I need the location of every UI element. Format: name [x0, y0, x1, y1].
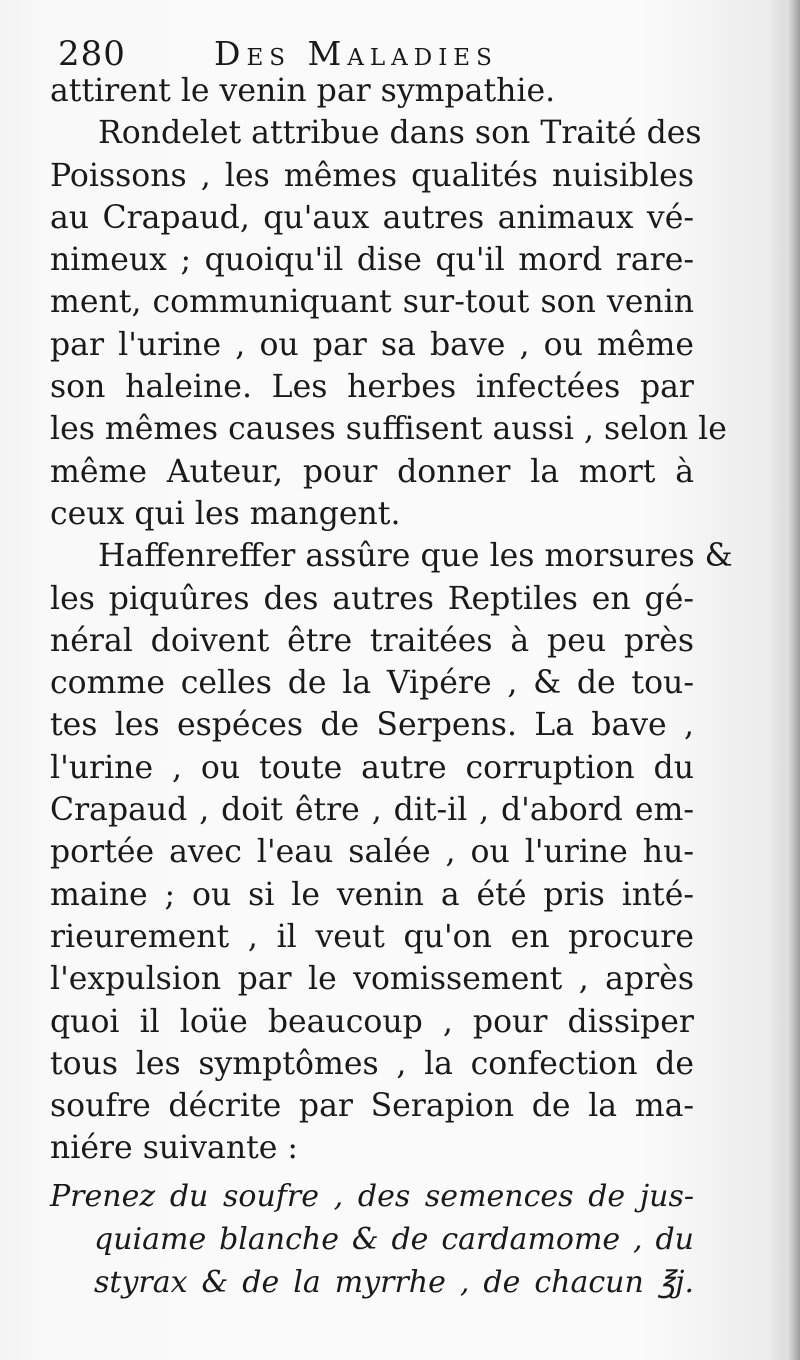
text-line: quoi il loüe beaucoup , pour dissiper [50, 1003, 694, 1040]
page-number: 280 [58, 34, 126, 74]
text-line: tous les symptômes , la confection de [50, 1045, 694, 1082]
text-line: Rondelet attribue dans son Traité des [98, 115, 702, 152]
text-line: niére suivante : [50, 1130, 299, 1167]
body-text [50, 70, 733, 1170]
text-line: son haleine. Les herbes infectées par [50, 369, 694, 406]
recipe-block [50, 1175, 694, 1304]
text-line: les piquûres des autres Reptiles en gé- [50, 580, 694, 617]
text-line: même Auteur, pour donner la mort à [50, 453, 694, 490]
text-line: maine ; ou si le venin a été pris inté- [50, 876, 694, 913]
text-line: portée avec l'eau salée , ou l'urine hu- [50, 834, 694, 871]
text-line: soufre décrite par Serapion de la ma- [50, 1088, 694, 1125]
text-line: comme celles de la Vipére , & de tou- [50, 665, 694, 702]
page-edge [786, 0, 800, 1360]
recipe-line: quiame blanche & de cardamome , du [94, 1222, 694, 1257]
recipe-line: Prenez du soufre , des semences de jus- [50, 1179, 694, 1214]
text-line: ceux qui les mangent. [50, 495, 401, 532]
text-line: ment, communiquant sur-tout son venin [50, 284, 694, 321]
text-line: l'urine , ou toute autre corruption du [50, 749, 694, 786]
text-line: l'expulsion par le vomissement , après [50, 961, 694, 998]
text-line: néral doivent être traitées à peu près [50, 622, 694, 659]
text-line: par l'urine , ou par sa bave , ou même [50, 326, 694, 363]
running-head: Des Maladies [214, 34, 498, 73]
paragraph-3 [50, 535, 733, 1169]
text-line: nimeux ; quoiqu'il dise qu'il mord rare- [50, 242, 694, 279]
text-line: au Crapaud, qu'aux autres animaux vé- [50, 199, 694, 236]
text-line: Haffenreffer assûre que les morsures & [98, 538, 733, 575]
recipe-line: styrax & de la myrrhe , de chacun ℥j. [94, 1265, 694, 1300]
text-line: les mêmes causes suffisent aussi , selon le [50, 411, 727, 448]
paragraph-2 [50, 112, 727, 535]
paragraph-1 [50, 70, 694, 112]
text-line: Crapaud , doit être , dit-il , d'abord em- [50, 792, 694, 829]
text-line: rieurement , il veut qu'on en procure [50, 918, 694, 955]
text-line: Poissons , les mêmes qualités nuisibles [50, 157, 694, 194]
text-line: tes les espéces de Serpens. La bave , [50, 707, 694, 744]
text-line: attirent le venin par sympathie. [50, 73, 556, 109]
